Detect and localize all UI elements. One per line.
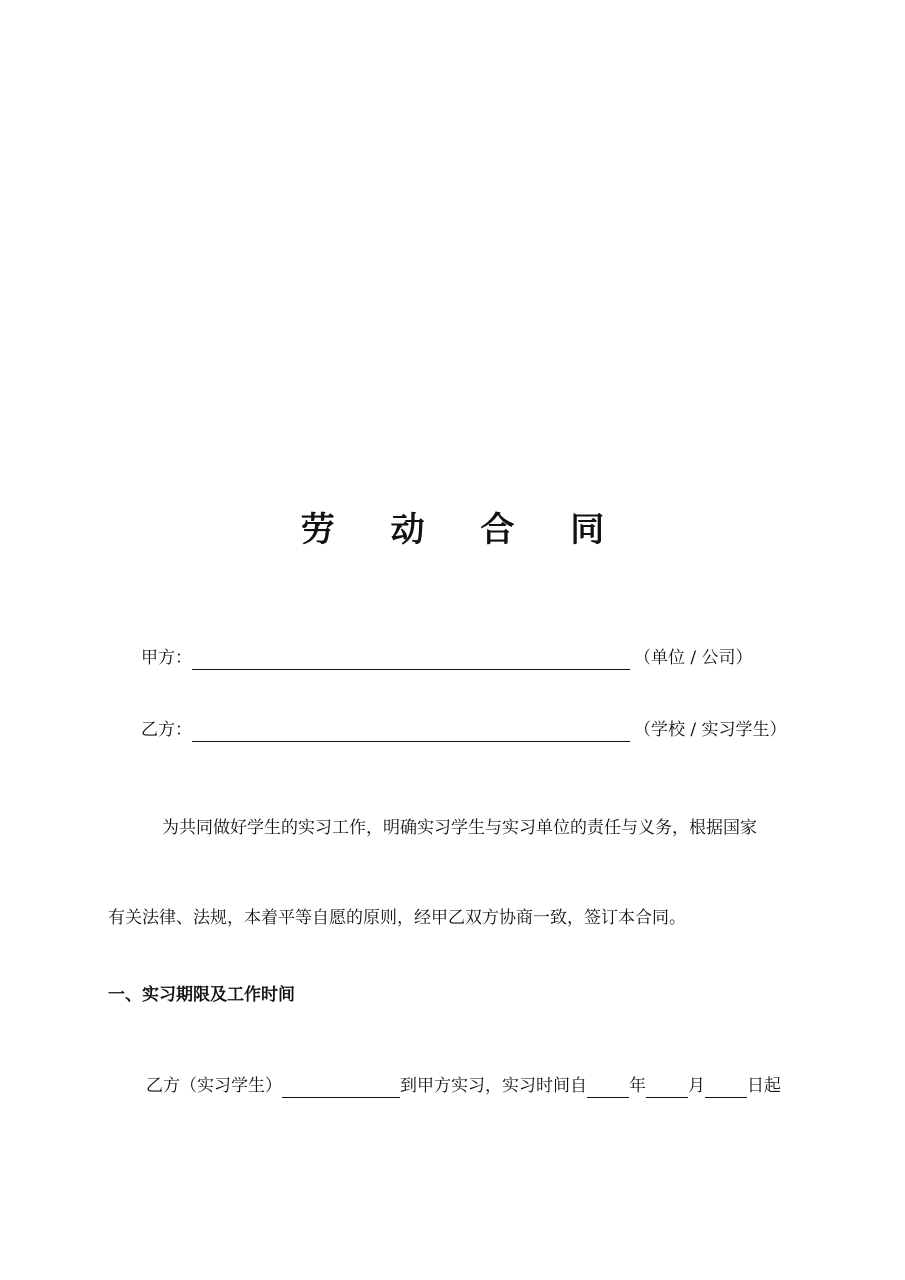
section-1-period-line [146, 1074, 781, 1098]
day-blank [705, 1079, 747, 1098]
period-day-start: 日起 [747, 1076, 781, 1096]
section-1-heading: 一、实习期限及工作时间 [108, 985, 295, 1005]
intro-paragraph-line-1: 为共同做好学生的实习工作，明确实习学生与实习单位的责任与义务，根据国家 [162, 818, 757, 838]
period-month: 月 [688, 1076, 705, 1096]
party-a-blank [192, 651, 630, 670]
period-year: 年 [629, 1076, 646, 1096]
party-b-label: 乙方： [141, 720, 192, 740]
party-b-blank [192, 723, 630, 742]
document-title: 劳 动 合 同 [300, 510, 627, 550]
period-part2: 到甲方实习，实习时间自 [400, 1076, 587, 1096]
party-b-suffix: （学校 / 实习学生） [634, 720, 787, 740]
period-part1: 乙方（实习学生） [146, 1076, 282, 1096]
party-a-line [141, 646, 753, 670]
student-name-blank [282, 1079, 400, 1098]
party-a-suffix: （单位 / 公司） [634, 648, 753, 668]
year-blank [587, 1079, 629, 1098]
party-b-line [141, 718, 787, 742]
month-blank [646, 1079, 688, 1098]
intro-paragraph-line-2: 有关法律、法规，本着平等自愿的原则，经甲乙双方协商一致，签订本合同。 [108, 908, 686, 928]
party-a-label: 甲方： [141, 648, 192, 668]
